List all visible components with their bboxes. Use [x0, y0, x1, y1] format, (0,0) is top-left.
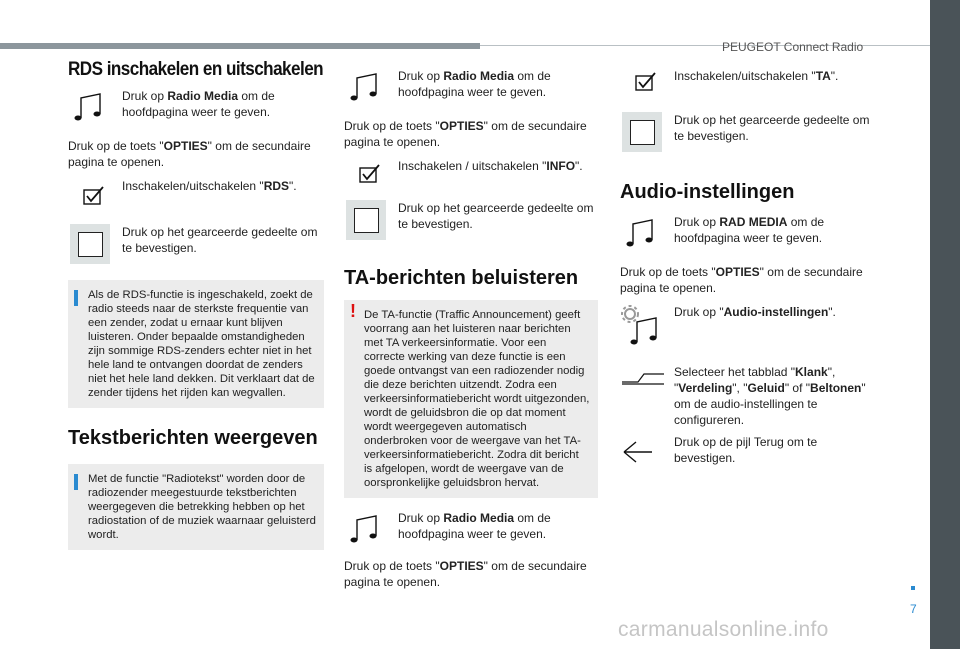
options-paragraph: Druk op de toets "OPTIES" om de secundaire pagina te openen. [68, 139, 311, 169]
watermark: carmanualsonline.info [618, 618, 829, 641]
warning-note-ta: ! De TA-functie (Traffic Announcement) geeft voorrang aan het luisteren naar berichten met TA verkeersinformatie. Voor een correcte werking van deze functie is een goede ontvangst van een radiozender nodig die deze berichten uitzendt. Zodra een verkeersinformatiebericht wordt uitgezonden, wordt de geluidsbron die op dat moment wordt weergegeven automatisch onderbroken voor de weergave van het TA-verkeersinformatiebericht. Zodra dit bericht is afgelopen, wordt de weergave van de oorspronkelijke geluidsbron hervat. [344, 300, 598, 498]
options-paragraph: Druk op de toets "OPTIES" om de secundaire pagina te openen. [344, 119, 587, 149]
step-audio-settings: Druk op "Audio-instellingen". [620, 304, 878, 352]
step-confirm: Druk op het gearceerde gedeelte om te bevestigen. [68, 224, 324, 266]
step-rds-toggle: Inschakelen/uitschakelen "RDS". [68, 178, 324, 220]
step-select-tab: Selecteer het tabblad "Klank", "Verdeling", "Geluid" of "Beltonen" om de audio-instellingen te configureren. [620, 364, 878, 428]
gear-music-icon [620, 304, 664, 352]
options-paragraph-3: Druk op de toets "OPTIES" om de secundaire pagina te openen. [620, 265, 863, 295]
music-note-icon [68, 88, 112, 130]
hatched-area-icon [620, 112, 664, 154]
back-arrow-icon [620, 434, 664, 476]
step-back-arrow: Druk op de pijl Terug om te bevestigen. [620, 434, 878, 476]
hatched-area-icon [344, 200, 388, 242]
section-title-text: Tekstberichten weergeven [68, 427, 318, 449]
checkbox-icon [344, 158, 388, 200]
info-note-rds: Als de RDS-functie is ingeschakeld, zoekt de radio steeds naar de sterkste frequentie van een zender, zodat u ernaar kunt blijven luisteren. Onder bepaalde omstandigheden zijn sommige RDS-zenders echter niet in het hele land te ontvangen doordat de zenders niet het hele land dekken. Dit verklaart dat de zender tijdens het rijden kan wegvallen. [68, 280, 324, 408]
section-title-rds: RDS inschakelen en uitschakelen [68, 59, 324, 80]
column-3 [620, 68, 878, 476]
section-title-ta: TA-berichten beluisteren [344, 267, 579, 289]
music-note-icon [620, 214, 664, 256]
section-title-audio: Audio-instellingen [620, 181, 795, 203]
step-radio-media-3: Druk op Radio Media om de hoofdpagina weer te geven. [344, 510, 598, 552]
checkbox-icon [620, 68, 664, 110]
tab-icon [620, 364, 664, 406]
column-1 [68, 59, 324, 550]
step-radio-media: Druk op Radio Media om de hoofdpagina weer te geven. [68, 88, 324, 130]
warning-icon: ! [350, 301, 356, 321]
step-radio-media-2: Druk op Radio Media om de hoofdpagina weer te geven. [344, 68, 598, 110]
column-2 [344, 68, 598, 590]
header-brand: PEUGEOT Connect Radio [722, 40, 864, 54]
info-note-radiotext: Met de functie "Radiotekst" worden door de radiozender meegestuurde tekstberichten weergegeven die betrekking hebben op het radiostation of de muziek waarnaar geluisterd wordt. [68, 464, 324, 550]
side-strip [930, 0, 960, 649]
music-note-icon [344, 510, 388, 552]
checkbox-icon [68, 178, 112, 220]
options-paragraph-2: Druk op de toets "OPTIES" om de secundaire pagina te openen. [344, 559, 587, 589]
step-confirm-3: Druk op het gearceerde gedeelte om te bevestigen. [620, 112, 878, 154]
step-ta-toggle: Inschakelen/uitschakelen "TA". [620, 68, 878, 110]
music-note-icon [344, 68, 388, 110]
step-rad-media: Druk op RAD MEDIA om de hoofdpagina weer te geven. [620, 214, 878, 256]
step-confirm-2: Druk op het gearceerde gedeelte om te bevestigen. [344, 200, 598, 242]
page-number: 7 [910, 602, 917, 616]
page-dot [911, 586, 915, 590]
hatched-area-icon [68, 224, 112, 266]
header-bar [0, 43, 480, 49]
step-info-toggle: Inschakelen / uitschakelen "INFO". [344, 158, 598, 200]
